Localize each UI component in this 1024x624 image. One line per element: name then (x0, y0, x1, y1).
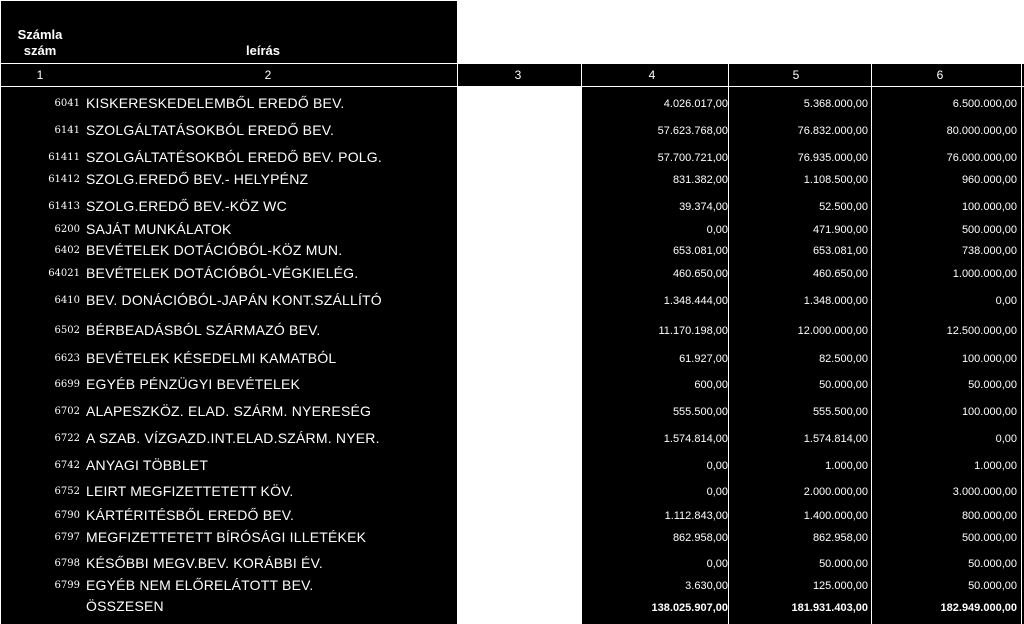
account-number: 6410 (54, 295, 80, 306)
row-description: A SZAB. VÍZGAZD.INT.ELAD.SZÁRM. NYER. (86, 430, 380, 446)
value-column-4: 0,00 (706, 460, 728, 472)
value-column-5: 76.935.000,00 (797, 152, 868, 164)
value-column-5: 82.500,00 (819, 353, 868, 365)
value-column-6: 6.500.000,00 (952, 98, 1017, 110)
value-column-5: 12.000.000,00 (797, 325, 868, 337)
value-column-6: 0,00 (995, 295, 1017, 307)
value-column-6: 76.000.000,00 (946, 152, 1017, 164)
value-column-4: 0,00 (706, 558, 728, 570)
value-column-4: 460.650,00 (672, 268, 728, 280)
row-description: LEIRT MEGFIZETTETETT KÖV. (86, 483, 294, 499)
account-number: 61411 (48, 152, 80, 163)
total-column-4: 138.025.907,00 (651, 602, 728, 614)
value-column-4: 39.374,00 (679, 201, 728, 213)
row-description: SZOLG.EREDŐ BEV.-KÖZ WC (86, 198, 287, 214)
value-column-4: 61.927,00 (679, 353, 728, 365)
value-column-4: 57.700.721,00 (657, 152, 728, 164)
row-description: KISKERESKEDELEMBŐL EREDŐ BEV. (86, 95, 345, 111)
account-number: 6141 (54, 125, 80, 136)
row-description: EGYÉB NEM ELŐRELÁTOTT BEV. (86, 577, 314, 593)
value-column-5: 5.368.000,00 (803, 98, 868, 110)
account-header-line2: szám (23, 43, 57, 58)
value-column-5: 52.500,00 (819, 201, 868, 213)
row-description: SZOLGÁLTATÉSOKBÓL EREDŐ BEV. POLG. (86, 149, 382, 165)
top-border (0, 0, 1024, 1)
value-column-5: 460.650,00 (812, 268, 868, 280)
account-number: 64021 (48, 268, 80, 279)
row-description: KÉSŐBBI MEGV.BEV. KORÁBBI ÉV. (86, 555, 323, 571)
row-description: MEGFIZETTETETT BÍRÓSÁGI ILLETÉKEK (86, 529, 367, 545)
account-number: 6790 (54, 510, 80, 521)
value-column-4: 600,00 (694, 379, 728, 391)
value-column-5: 1.574.814,00 (803, 433, 868, 445)
value-column-5: 1.000,00 (825, 460, 868, 472)
account-number: 6702 (54, 406, 80, 417)
column-number-6: 6 (936, 68, 944, 82)
row-description: BÉRBEADÁSBÓL SZÁRMAZÓ BEV. (86, 322, 321, 338)
value-column-5: 653.081,00 (812, 245, 868, 257)
left-border (0, 0, 1, 624)
header-blank-area (457, 0, 1024, 63)
total-label: ÖSSZESEN (86, 598, 164, 614)
value-column-4: 4.026.017,00 (663, 98, 728, 110)
value-column-4: 1.574.814,00 (663, 433, 728, 445)
value-column-5: 1.108.500,00 (803, 174, 868, 186)
column-number-4: 4 (648, 68, 656, 82)
value-column-4: 11.170.198,00 (658, 325, 728, 337)
value-column-6: 100.000,00 (961, 406, 1017, 418)
value-column-6: 100.000,00 (961, 353, 1017, 365)
value-column-6: 100.000,00 (961, 201, 1017, 213)
value-column-5: 1.400.000,00 (803, 510, 868, 522)
row-description: BEVÉTELEK KÉSEDELMI KAMATBÓL (86, 350, 337, 366)
value-column-6: 50.000,00 (968, 558, 1017, 570)
total-column-5: 181.931.403,00 (791, 602, 868, 614)
value-column-5: 471.900,00 (812, 224, 868, 236)
value-column-4: 555.500,00 (672, 406, 728, 418)
account-number: 6200 (54, 224, 80, 235)
row-description: BEVÉTELEK DOTÁCIÓBÓL-KÖZ MUN. (86, 242, 343, 258)
value-column-5: 1.348.000,00 (803, 295, 868, 307)
row-description: SAJÁT MUNKÁLATOK (86, 221, 232, 237)
value-column-6: 1.000.000,00 (952, 268, 1017, 280)
column-number-3: 3 (514, 68, 522, 82)
account-number: 6798 (54, 558, 80, 569)
row-description: SZOLGÁLTATÁSOKBÓL EREDŐ BEV. (86, 122, 335, 138)
total-column-6: 182.949.000,00 (940, 602, 1017, 614)
row-description: KÁRTÉRITÉSBŐL EREDŐ BEV. (86, 507, 295, 523)
value-column-6: 12.500.000,00 (946, 325, 1017, 337)
column-number-1: 1 (36, 68, 44, 82)
value-column-6: 800.000,00 (961, 510, 1017, 522)
description-header: leírás (246, 43, 280, 58)
account-number: 6041 (54, 98, 80, 109)
value-column-4: 1.348.444,00 (663, 295, 728, 307)
value-column-6: 0,00 (995, 433, 1017, 445)
value-column-5: 50.000,00 (819, 379, 868, 391)
value-column-6: 738.000,00 (961, 245, 1017, 257)
column-divider-2-3 (457, 0, 458, 624)
account-number: 6699 (54, 379, 80, 390)
value-column-6: 1.000,00 (974, 460, 1017, 472)
row-description: BEV. DONÁCIÓBÓL-JAPÁN KONT.SZÁLLÍTÓ (86, 292, 382, 308)
value-column-4: 1.112.843,00 (664, 510, 728, 522)
value-column-5: 555.500,00 (812, 406, 868, 418)
account-number: 61412 (48, 174, 80, 185)
account-number: 6722 (54, 433, 80, 444)
row-description: ANYAGI TÖBBLET (86, 457, 209, 473)
value-column-5: 125.000,00 (812, 580, 868, 592)
account-number: 6623 (54, 353, 80, 364)
account-number: 6797 (54, 532, 80, 543)
row-description: SZOLG.EREDŐ BEV.- HELYPÉNZ (86, 171, 309, 187)
row-description: EGYÉB PÉNZÜGYI BEVÉTELEK (86, 376, 301, 392)
value-column-5: 50.000,00 (819, 558, 868, 570)
value-column-5: 2.000.000,00 (803, 486, 868, 498)
account-number: 6502 (54, 325, 80, 336)
value-column-4: 653.081,00 (672, 245, 728, 257)
row-description: ALAPESZKÖZ. ELAD. SZÁRM. NYERESÉG (86, 403, 372, 419)
value-column-6: 500.000,00 (961, 224, 1017, 236)
value-column-5: 862.958,00 (812, 532, 868, 544)
value-column-6: 50.000,00 (968, 379, 1017, 391)
value-column-5: 76.832.000,00 (797, 125, 868, 137)
right-border (1021, 0, 1022, 624)
value-column-4: 57.623.768,00 (657, 125, 728, 137)
account-number: 61413 (48, 201, 80, 212)
account-header-line1: Számla (17, 27, 63, 42)
value-column-4: 0,00 (706, 224, 728, 236)
column-number-5: 5 (792, 68, 800, 82)
account-number: 6752 (54, 486, 80, 497)
account-number-header (10, 27, 70, 59)
account-number: 6742 (54, 460, 80, 471)
account-number: 6402 (54, 245, 80, 256)
value-column-4: 831.382,00 (672, 174, 728, 186)
value-column-4: 3.630,00 (685, 580, 728, 592)
value-column-4: 862.958,00 (672, 532, 728, 544)
value-column-6: 80.000.000,00 (946, 125, 1017, 137)
column-number-2: 2 (264, 68, 272, 82)
value-column-4: 0,00 (706, 486, 728, 498)
value-column-6: 50.000,00 (968, 580, 1017, 592)
column-3-blank-area (457, 86, 581, 624)
row-description: BEVÉTELEK DOTÁCIÓBÓL-VÉGKIELÉG. (86, 265, 359, 281)
value-column-6: 3.000.000,00 (952, 486, 1017, 498)
value-column-6: 500.000,00 (961, 532, 1017, 544)
value-column-6: 960.000,00 (961, 174, 1017, 186)
account-number: 6799 (54, 580, 80, 591)
